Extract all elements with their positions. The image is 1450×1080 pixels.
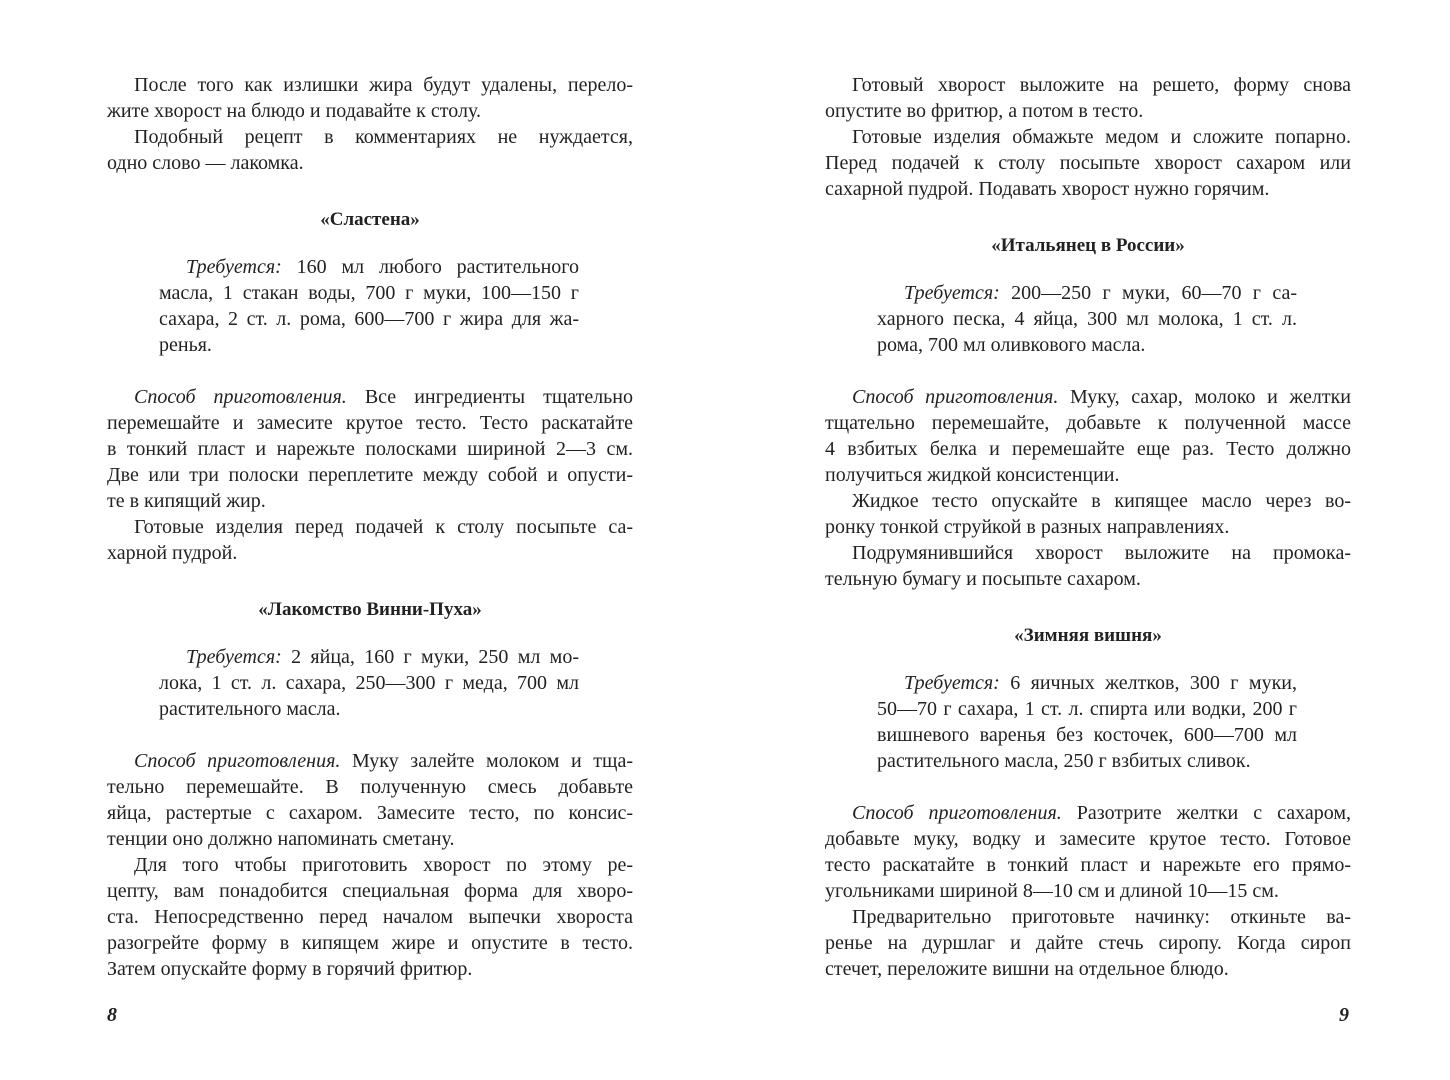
italic-label: Способ приготовления. bbox=[852, 385, 1059, 408]
text-line: растительного масла. bbox=[159, 697, 341, 720]
text-line: опустите во фритюр, а потом в тесто. bbox=[825, 100, 1144, 122]
text-line: ренья. bbox=[159, 333, 212, 356]
text-line bbox=[159, 644, 579, 670]
text-line: тенции оно должно напоминать сметану. bbox=[107, 827, 455, 850]
text-line: сахарной пудрой. Подавать хворост нужно горячим. bbox=[825, 178, 1270, 200]
spacer bbox=[107, 722, 633, 748]
text-span: 2 яйца, 160 г муки, 250 мл мо- bbox=[281, 645, 579, 668]
text-line: растительного масла, 250 г взбитых сливок. bbox=[877, 749, 1251, 772]
page-number: 9 bbox=[1339, 1004, 1349, 1026]
italic-label: Требуется: bbox=[186, 255, 282, 278]
text-line: харной пудрой. bbox=[107, 541, 238, 564]
ingredients-block bbox=[159, 254, 579, 358]
text-line: одно слово — лакомка. bbox=[107, 152, 304, 174]
text-line: сахара, 2 ст. л. рома, 600—700 г жира для жа- bbox=[159, 307, 579, 330]
text-line: стечет, переложите вишни на отдельное блюдо. bbox=[825, 957, 1229, 980]
text-line bbox=[107, 748, 633, 774]
italic-label: Требуется: bbox=[904, 281, 1000, 304]
right-page bbox=[725, 0, 1450, 1080]
text-line bbox=[825, 800, 1351, 826]
text-line: цепту, вам понадобится специальная форма для хворо- bbox=[107, 879, 633, 902]
text-line: Готовые изделия перед подачей к столу посыпьте са- bbox=[134, 515, 633, 538]
text-line: получиться жидкой консистенции. bbox=[825, 463, 1120, 486]
text-line: рома, 700 мл оливкового масла. bbox=[877, 333, 1146, 356]
ingredients-block bbox=[877, 280, 1297, 358]
text-line: перемешайте и замесите крутое тесто. Тесто раскатайте bbox=[107, 411, 633, 434]
text-line: 50—70 г сахара, 1 ст. л. спирта или водки, 200 г bbox=[877, 697, 1297, 720]
text-line: жите хворост на блюдо и подавайте к столу. bbox=[107, 100, 481, 122]
italic-label: Способ приготовления. bbox=[852, 801, 1062, 824]
text-line: ста. Непосредственно перед началом выпечки хвороста bbox=[107, 905, 633, 928]
text-line: Две или три полоски переплетите между собой и опусти- bbox=[107, 463, 633, 486]
italic-label: Способ приготовления. bbox=[134, 385, 347, 408]
text-line: ренье на дуршлаг и дайте стечь сиропу. Когда сироп bbox=[825, 931, 1351, 954]
text-line: яйца, растертые с сахаром. Замесите тесто, по консис- bbox=[107, 801, 633, 824]
spacer bbox=[107, 358, 633, 384]
page-number: 8 bbox=[107, 1004, 117, 1026]
ingredients-block bbox=[159, 644, 579, 722]
spacer bbox=[107, 566, 633, 597]
text-line: Затем опускайте форму в горячий фритюр. bbox=[107, 957, 473, 980]
text-line bbox=[877, 280, 1297, 306]
text-span: 6 яичных желтков, 300 г муки, bbox=[999, 671, 1297, 694]
text-line: Предварительно приготовьте начинку: откиньте ва- bbox=[852, 905, 1351, 928]
spacer bbox=[107, 623, 633, 644]
recipe-title: «Сластена» bbox=[320, 209, 420, 231]
text-line: Подобный рецепт в комментариях не нуждается, bbox=[134, 126, 633, 148]
text-line: После того как излишки жира будут удалены, перело- bbox=[134, 74, 633, 96]
text-line: Перед подачей к столу посыпьте хворост сахаром или bbox=[825, 152, 1351, 174]
right-text-column bbox=[825, 72, 1351, 982]
text-span: 200—250 г муки, 60—70 г са- bbox=[999, 281, 1297, 304]
text-line: Жидкое тесто опускайте в кипящее масло через во- bbox=[852, 489, 1351, 512]
text-span: Муку, сахар, молоко и желтки bbox=[1058, 385, 1351, 408]
recipe-title: «Зимняя вишня» bbox=[1014, 625, 1162, 647]
text-span: Все ингредиенты тщательно bbox=[346, 385, 633, 408]
text-line: тельную бумагу и посыпьте сахаром. bbox=[825, 567, 1141, 590]
text-line: угольниками шириной 8—10 см и длиной 10—15 см. bbox=[825, 879, 1279, 902]
spacer bbox=[107, 176, 633, 207]
text-line: Готовый хворост выложите на решето, форму снова bbox=[852, 74, 1351, 96]
text-line: тщательно перемешайте, добавьте к полученной массе bbox=[825, 411, 1351, 434]
text-span: Муку залейте молоком и тща- bbox=[340, 749, 633, 772]
spacer bbox=[825, 649, 1351, 670]
spacer bbox=[107, 233, 633, 254]
text-span: 160 мл любого растительного bbox=[281, 255, 579, 278]
text-line: масла, 1 стакан воды, 700 г муки, 100—150 г bbox=[159, 281, 579, 304]
text-line: вишневого варенья без косточек, 600—700 мл bbox=[877, 723, 1297, 746]
spacer bbox=[825, 774, 1351, 800]
spacer bbox=[825, 592, 1351, 623]
text-line: тельно перемешайте. В полученную смесь добавьте bbox=[107, 775, 633, 798]
italic-label: Требуется: bbox=[904, 671, 1000, 694]
text-line bbox=[159, 254, 579, 280]
italic-label: Требуется: bbox=[186, 645, 282, 668]
text-line: Для того чтобы приготовить хворост по этому ре- bbox=[134, 853, 633, 876]
recipe-title: «Лакомство Винни-Пуха» bbox=[258, 599, 482, 621]
ingredients-block bbox=[877, 670, 1297, 774]
text-line: тесто раскатайте в тонкий пласт и нарежьте его прямо- bbox=[825, 853, 1351, 876]
text-line: ронку тонкой струйкой в разных направлениях. bbox=[825, 515, 1230, 538]
text-line: Подрумянившийся хворост выложите на промока- bbox=[852, 541, 1351, 564]
text-line: харного песка, 4 яйца, 300 мл молока, 1 ст. л. bbox=[877, 307, 1297, 330]
left-text-column bbox=[107, 72, 633, 982]
spacer bbox=[825, 358, 1351, 384]
text-line: те в кипящий жир. bbox=[107, 489, 266, 512]
text-line bbox=[877, 670, 1297, 696]
spacer bbox=[825, 259, 1351, 280]
text-line: 4 взбитых белка и перемешайте еще раз. Тесто должно bbox=[825, 437, 1351, 460]
text-line bbox=[825, 384, 1351, 410]
text-line: разогрейте форму в кипящем жире и опустите в тесто. bbox=[107, 931, 633, 954]
text-span: Разотрите желтки с сахаром, bbox=[1061, 801, 1351, 824]
text-line bbox=[107, 384, 633, 410]
recipe-title: «Итальянец в России» bbox=[991, 235, 1185, 257]
text-line: лока, 1 ст. л. сахара, 250—300 г меда, 700 мл bbox=[159, 671, 579, 694]
text-line: Готовые изделия обмажьте медом и сложите попарно. bbox=[852, 126, 1351, 148]
text-line: в тонкий пласт и нарежьте полосками шириной 2—3 см. bbox=[107, 437, 633, 460]
spacer bbox=[825, 202, 1351, 233]
italic-label: Способ приготовления. bbox=[134, 749, 341, 772]
text-line: добавьте муку, водку и замесите крутое тесто. Готовое bbox=[825, 827, 1351, 850]
